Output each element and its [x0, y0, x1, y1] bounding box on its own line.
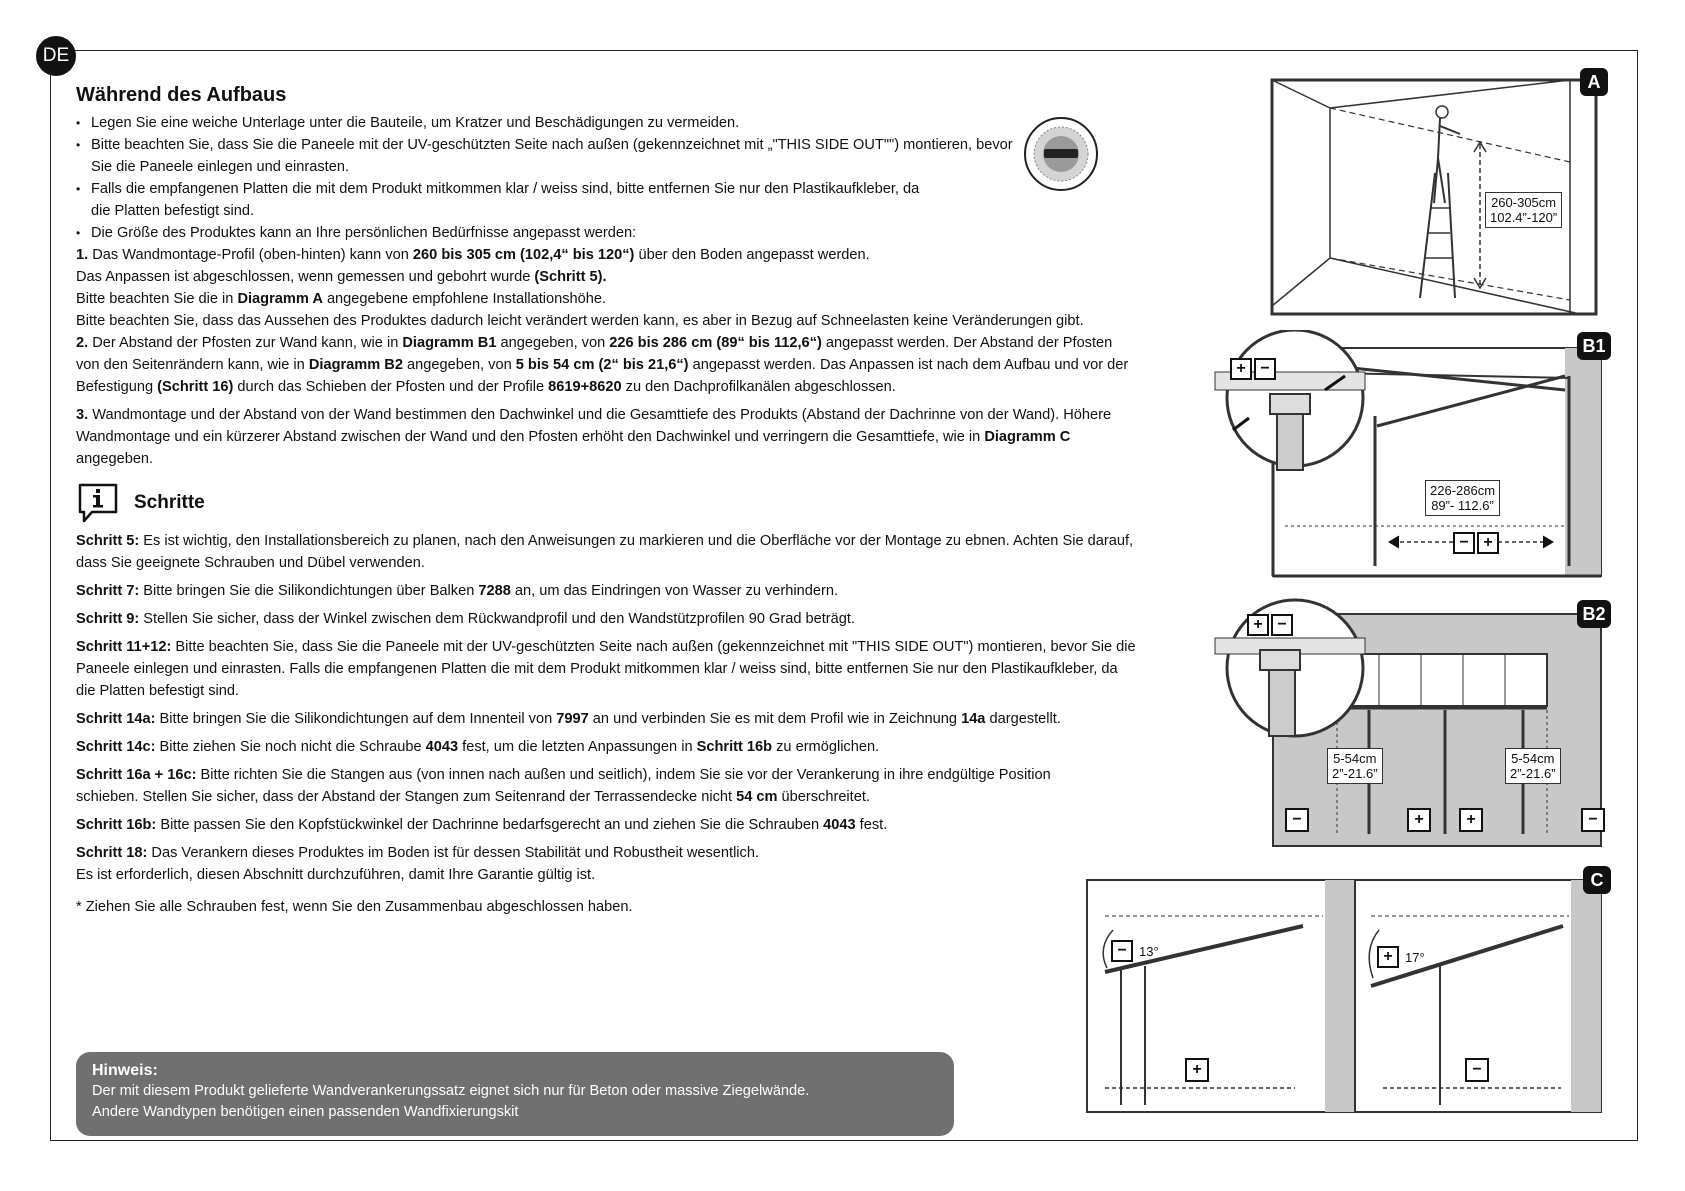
language-badge: DE	[36, 36, 76, 76]
page-title: Während des Aufbaus	[76, 84, 287, 106]
bullet-2: • Bitte beachten Sie, dass Sie die Paneele mit der UV-geschützten Seite nach außen (gekennzeichnet mit „"THIS SIDE OUT"") montieren, bevor Sie die Paneele einlegen und einrasten.	[76, 134, 1136, 178]
item-1-line4: Bitte beachten Sie, dass das Aussehen des Produktes dadurch leicht verändert werden kann, es aber in Bezug auf Schneelasten keine Veränderungen gibt.	[76, 313, 1084, 329]
item-2: 2. Der Abstand der Pfosten zur Wand kann, wie in Diagramm B1 angegeben, von 226 bis 286 cm (89“ bis 112,6“) angepasst werden. Der Abstand der Pfosten von den Seitenrändern kann, wie in Diagramm B2 angegeben, von 5 bis 54 cm (2“ bis 21,6“) angepasst werden. Das Anpassen ist nach dem Aufbau und vor der Befestigung (Schritt 16) durch das Schieben der Pfosten und der Profile 8619+8620 zu den Dachprofilkanälen abgeschlossen.	[76, 335, 1129, 395]
hint-box	[76, 1052, 954, 1136]
step-18-line2: Es ist erforderlich, diesen Abschnitt durchzuführen, damit Ihre Garantie gültig ist.	[76, 867, 596, 883]
steps-heading	[76, 482, 1136, 524]
diagram-a	[1270, 72, 1601, 318]
diagram-b1	[1185, 330, 1605, 580]
diagram-b1-adjust: − +	[1453, 532, 1499, 554]
diagram-b1-plus-minus: + −	[1230, 358, 1276, 380]
diagram-b2-plus-minus: + −	[1247, 614, 1293, 636]
diagram-c-left-angle: − 13°	[1111, 940, 1159, 962]
bullet-1: • Legen Sie eine weiche Unterlage unter die Bauteile, um Kratzer und Beschädigungen zu vermeiden.	[76, 112, 1136, 134]
diagram-b2-label: B2	[1577, 600, 1611, 628]
diagram-b2	[1185, 598, 1605, 850]
step-9: Schritt 9: Stellen Sie sicher, dass der Winkel zwischen dem Rückwandprofil und den Wandstützprofilen 90 Grad beträgt.	[76, 611, 855, 627]
b2-minus-right: −	[1581, 808, 1605, 832]
step-5: Schritt 5: Es ist wichtig, den Installationsbereich zu planen, nach den Anweisungen zu markieren und die Oberfläche vor der Montage zu ebnen. Achten Sie darauf, dass Sie geeignete Schrauben und Dübel verwenden.	[76, 533, 1134, 571]
hint-line-2: Andere Wandtypen benötigen einen passenden Wandfixierungskit	[92, 1104, 519, 1120]
diagram-a-measure: 260-305cm 102.4”-120”	[1485, 192, 1562, 228]
step-14a: Schritt 14a: Bitte bringen Sie die Silikondichtungen auf dem Innenteil von 7997 an und verbinden Sie es mit dem Profil wie in Zeichnung 14a dargestellt.	[76, 711, 1061, 727]
footnote: * Ziehen Sie alle Schrauben fest, wenn Sie den Zusammenbau abgeschlossen haben.	[76, 899, 633, 915]
step-14c: Schritt 14c: Bitte ziehen Sie noch nicht die Schraube 4043 fest, um die letzten Anpassungen in Schritt 16b zu ermöglichen.	[76, 739, 880, 755]
diagram-b1-label: B1	[1577, 332, 1611, 360]
hint-line-1: Der mit diesem Produkt gelieferte Wandverankerungssatz eignet sich nur für Beton oder massive Ziegelwände.	[92, 1083, 810, 1099]
diagram-c-label: C	[1583, 866, 1611, 894]
info-icon	[76, 482, 120, 524]
diagram-a-label: A	[1580, 68, 1608, 96]
item-1: 1. Das Wandmontage-Profil (oben-hinten) kann von 260 bis 305 cm (102,4“ bis 120“) über den Boden angepasst werden.	[76, 247, 870, 263]
diagram-b2-measure-left: 5-54cm 2”-21.6”	[1327, 748, 1383, 784]
item-1-line3: Bitte beachten Sie die in Diagramm A angegebene empfohlene Installationshöhe.	[76, 291, 607, 307]
main-text	[76, 84, 1136, 918]
steps-title: Schritte	[134, 492, 205, 513]
uv-side-out-icon	[1022, 115, 1100, 193]
item-3: 3. Wandmontage und der Abstand von der Wand bestimmen den Dachwinkel und die Gesamttiefe des Produkts (Abstand der Dachrinne von der Wand). Höhere Wandmontage und ein kürzerer Abstand zwischen der Wand und den Pfosten erhöht den Dachwinkel und verringern die Gesamttiefe, wie in Diagramm C angegeben.	[76, 407, 1112, 467]
step-16a-16c: Schritt 16a + 16c: Bitte richten Sie die Stangen aus (von innen nach außen und seitlich), indem Sie sie vor der Verankerung in ihre endgültige Position schieben. Stellen Sie sicher, dass der Abstand der Stangen zum Seitenrand der Terrassendecke nicht 54 cm überschreitet.	[76, 767, 1051, 805]
b2-minus-left: −	[1285, 808, 1309, 832]
b2-plus-left: +	[1407, 808, 1431, 832]
step-18: Schritt 18: Das Verankern dieses Produktes im Boden ist für dessen Stabilität und Robustheit wesentlich.	[76, 845, 760, 861]
step-16b: Schritt 16b: Bitte passen Sie den Kopfstückwinkel der Dachrinne bedarfsgerecht an und ziehen Sie die Schrauben 4043 fest.	[76, 817, 888, 833]
step-11-12: Schritt 11+12: Bitte beachten Sie, dass Sie die Paneele mit der UV-geschützten Seite nach außen (gekennzeichnet mit "THIS SIDE OUT") montieren, bevor Sie die Paneele einlegen und einrasten. Falls die empfangenen Platten die mit dem Produkt mitkommen klar / weiss sind, bitte entfernen Sie nur den Plastikaufkleber, da die Platten befestigt sind.	[76, 639, 1136, 699]
bullet-3: • Falls die empfangenen Platten die mit dem Produkt mitkommen klar / weiss sind, bitte entfernen Sie nur den Plastikaufkleber, da die Platten befestigt sind.	[76, 178, 1136, 222]
hint-title: Hinweis:	[92, 1062, 158, 1079]
diagram-b1-measure: 226-286cm 89”- 112.6”	[1425, 480, 1500, 516]
diagram-c-right-angle: + 17°	[1377, 946, 1425, 968]
diagram-c-plus: +	[1185, 1058, 1209, 1082]
bullet-4: • Die Größe des Produktes kann an Ihre persönlichen Bedürfnisse angepasst werden:	[76, 222, 1136, 244]
diagram-c-drawing	[1085, 870, 1605, 1115]
step-7: Schritt 7: Bitte bringen Sie die Silikondichtungen über Balken 7288 an, um das Eindringen von Wasser zu verhindern.	[76, 583, 839, 599]
item-1-line2: Das Anpassen ist abgeschlossen, wenn gemessen und gebohrt wurde (Schritt 5).	[76, 269, 607, 285]
b2-plus-right: +	[1459, 808, 1483, 832]
diagram-c-minus: −	[1465, 1058, 1489, 1082]
diagram-c	[1085, 870, 1605, 1115]
diagram-b2-measure-right: 5-54cm 2”-21.6”	[1505, 748, 1561, 784]
